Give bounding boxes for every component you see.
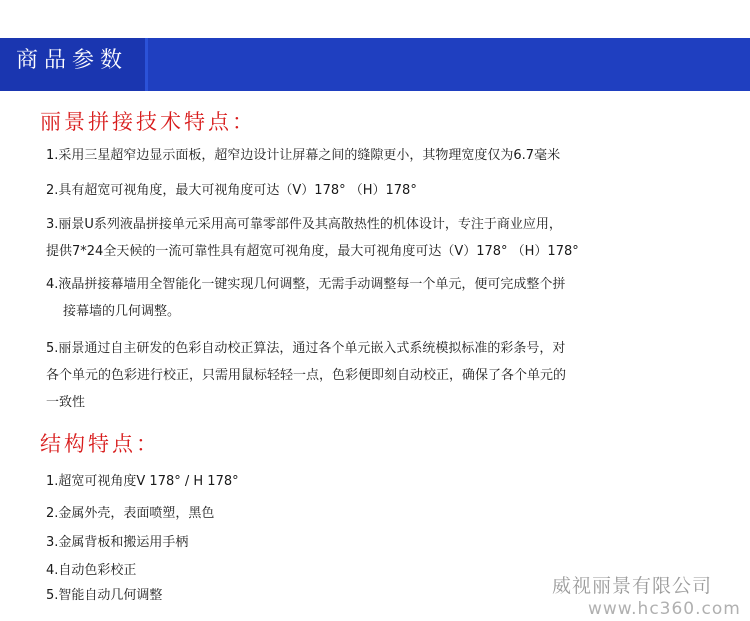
- tech-item-3-line-2: 提供7*24全天候的一流可靠性具有超宽可视角度，最大可视角度可达（V）178° （H）178°: [46, 244, 579, 259]
- tech-item-4-line-1: 4.液晶拼接幕墙用全智能化一键实现几何调整，无需手动调整每一个单元，便可完成整个拼: [46, 277, 566, 292]
- structure-item-1: 1.超宽可视角度V 178° / H 178°: [46, 474, 239, 489]
- structure-section-title: 结构特点：: [40, 432, 160, 456]
- tech-item-1-line-1: 1.采用三星超窄边显示面板，超窄边设计让屏幕之间的缝隙更小，其物理宽度仅为6.7毫米: [46, 148, 561, 163]
- tech-item-1: [46, 142, 706, 169]
- tech-item-2: [46, 177, 706, 204]
- tech-item-3: [46, 211, 706, 265]
- tech-section-title: 丽景拼接技术特点：: [40, 110, 256, 134]
- structure-item-2: 2.金属外壳，表面喷塑，黑色: [46, 506, 215, 521]
- page-title: 商品参数: [16, 48, 129, 73]
- watermark-company: 威视丽景有限公司: [552, 575, 713, 597]
- tech-item-5-line-3: 一致性: [46, 395, 86, 410]
- tech-item-5-line-1: 5.丽景通过自主研发的色彩自动校正算法，通过各个单元嵌入式系统模拟标准的彩条号，对: [46, 341, 566, 356]
- tech-item-4: [46, 271, 706, 325]
- tech-item-2-line-1: 2.具有超宽可视角度，最大可视角度可达（V）178° （H）178°: [46, 183, 417, 198]
- tech-item-5-line-2: 各个单元的色彩进行校正，只需用鼠标轻轻一点，色彩便即刻自动校正，确保了各个单元的: [46, 368, 567, 383]
- tech-item-5: [46, 335, 706, 416]
- structure-item-4: 4.自动色彩校正: [46, 563, 137, 578]
- tech-item-3-line-1: 3.丽景U系列液晶拼接单元采用高可靠零部件及其高散热性的机体设计，专注于商业应用，: [46, 217, 562, 232]
- tech-item-4-line-2: 接幕墙的几何调整。: [63, 304, 181, 319]
- structure-item-5: 5.智能自动几何调整: [46, 588, 163, 603]
- structure-item-3: 3.金属背板和搬运用手柄: [46, 535, 189, 550]
- watermark-url: www.hc360.com: [588, 599, 741, 619]
